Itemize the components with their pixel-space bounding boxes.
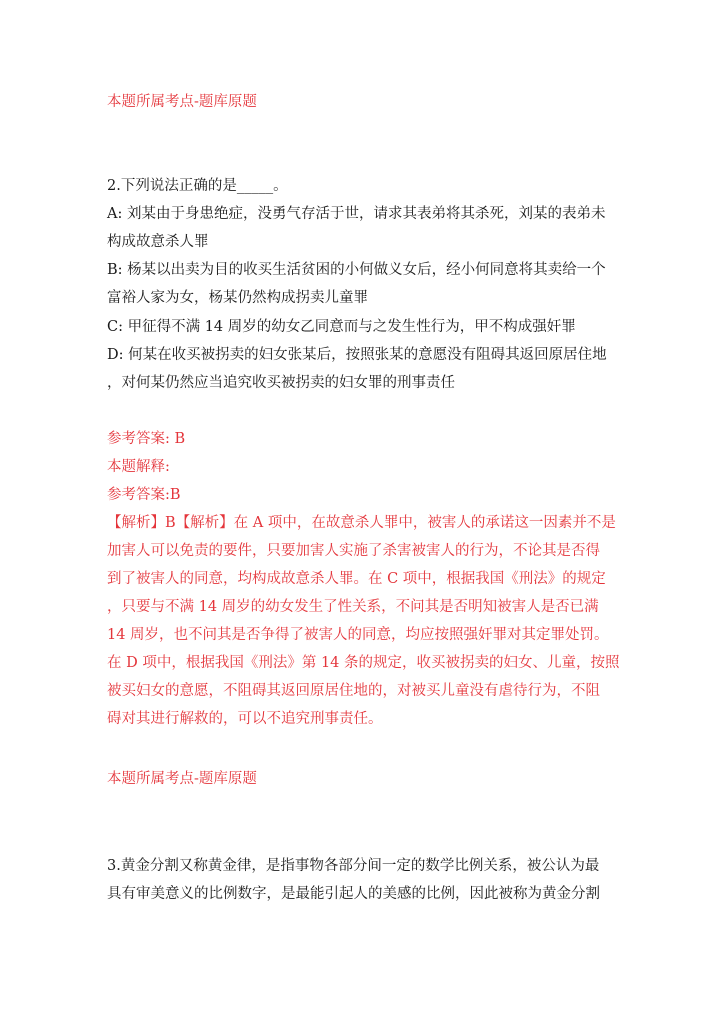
q2-explanation-line-1: 【解析】B【解析】在 A 项中，在故意杀人罪中，被害人的承诺这一因素并不是 <box>107 515 616 531</box>
q2-explanation-line-2: 加害人可以免责的要件，只要加害人实施了杀害被害人的行为，不论其是否得 <box>107 543 600 559</box>
q2-option-b-line-1: B: 杨某以出卖为目的收买生活贫困的小何做义女后，经小何同意将其卖给一个 <box>107 262 606 278</box>
q2-source-tag: 本题所属考点-题库原题 <box>107 771 257 787</box>
q2-explanation-line-5: 14 周岁，也不问其是否争得了被害人的同意，均应按照强奸罪对其定罪处罚。 <box>107 627 609 643</box>
q2-option-b-line-2: 富裕人家为女，杨某仍然构成拐卖儿童罪 <box>107 290 368 306</box>
q2-answer-label-2: 参考答案:B <box>107 487 181 503</box>
q2-option-a-line-1: A: 刘某由于身患绝症，没勇气存活于世，请求其表弟将其杀死，刘某的表弟未 <box>107 206 606 222</box>
q2-explanation-line-6: 在 D 项中，根据我国《刑法》第 14 条的规定，收买被拐卖的妇女、儿童，按照 <box>107 655 620 671</box>
q3-stem-line-2: 具有审美意义的比例数字，是最能引起人的美感的比例，因此被称为黄金分割 <box>107 886 600 902</box>
q2-explanation-line-8: 碍对其进行解救的，可以不追究刑事责任。 <box>107 711 383 727</box>
q1-source-tag: 本题所属考点-题库原题 <box>107 94 257 110</box>
q2-answer-label: 参考答案: B <box>107 431 186 447</box>
q2-option-a-line-2: 构成故意杀人罪 <box>107 234 209 250</box>
q2-explanation-label: 本题解释: <box>107 459 170 475</box>
q2-explanation-line-3: 到了被害人的同意，均构成故意杀人罪。在 C 项中，根据我国《刑法》的规定 <box>107 571 606 587</box>
q2-option-c: C: 甲征得不满 14 周岁的幼女乙同意而与之发生性行为，甲不构成强奸罪 <box>107 319 576 335</box>
q2-option-d-line-2: ，对何某仍然应当追究收买被拐卖的妇女罪的刑事责任 <box>107 375 455 391</box>
q2-explanation-line-4: ，只要与不满 14 周岁的幼女发生了性关系，不问其是否明知被害人是否已满 <box>107 599 599 615</box>
q3-stem-line-1: 3.黄金分割又称黄金律，是指事物各部分间一定的数学比例关系，被公认为最 <box>107 858 600 874</box>
q2-stem: 2.下列说法正确的是_____。 <box>107 178 288 194</box>
q2-option-d-line-1: D: 何某在收买被拐卖的妇女张某后，按照张某的意愿没有阻碍其返回原居住地 <box>107 347 607 363</box>
q2-explanation-line-7: 被买妇女的意愿，不阻碍其返回原居住地的，对被买儿童没有虐待行为，不阻 <box>107 683 600 699</box>
